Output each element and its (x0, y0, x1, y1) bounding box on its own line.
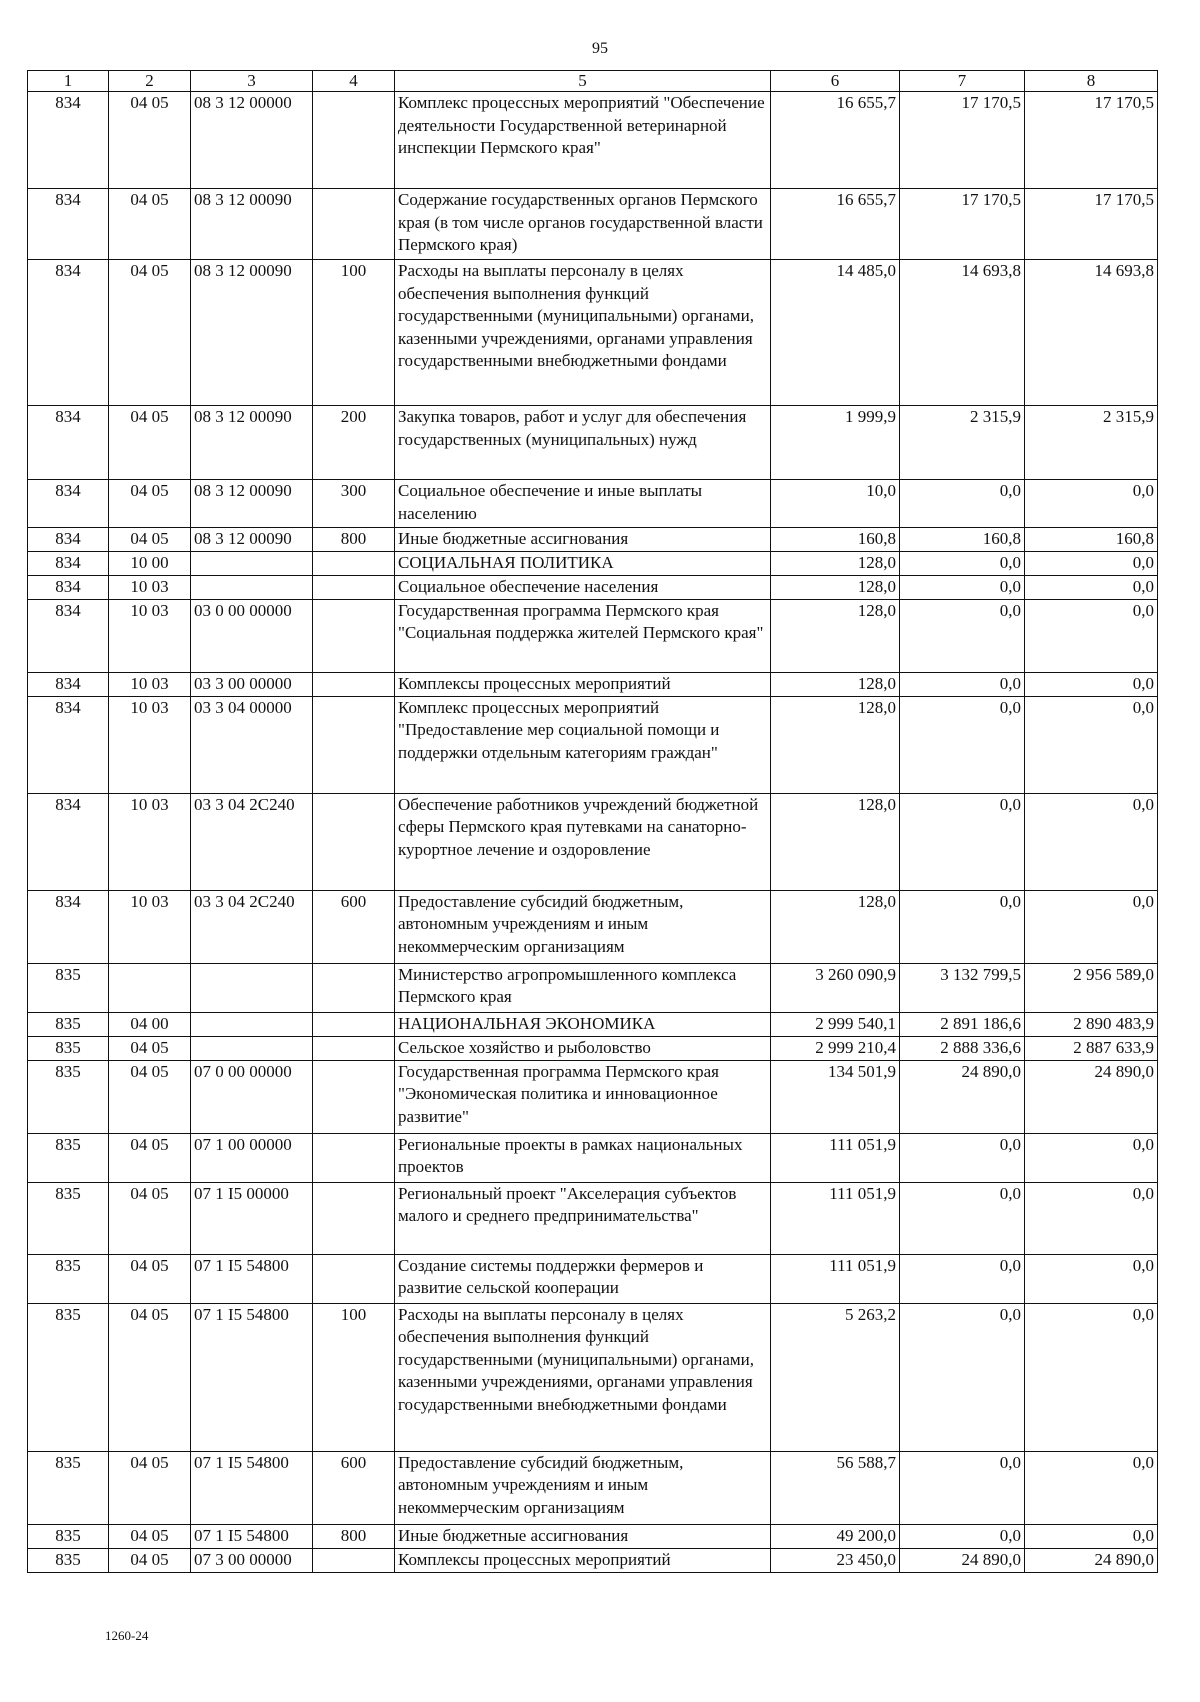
cell-expense-type (313, 1060, 395, 1133)
cell-section-code: 04 00 (109, 1012, 191, 1036)
cell-section-code: 10 00 (109, 551, 191, 575)
cell-section-code: 10 03 (109, 575, 191, 599)
cell-description: Содержание государственных органов Пермского края (в том числе органов государственной власти Пермского края) (395, 189, 771, 260)
column-header-5: 5 (395, 71, 771, 92)
cell-amount-7: 3 132 799,5 (900, 963, 1025, 1012)
cell-amount-7: 0,0 (900, 551, 1025, 575)
cell-amount-8: 14 693,8 (1025, 260, 1158, 406)
cell-target-code: 08 3 12 00000 (191, 92, 313, 189)
cell-section-code: 04 05 (109, 1036, 191, 1060)
cell-description: Сельское хозяйство и рыболовство (395, 1036, 771, 1060)
cell-section-code: 04 05 (109, 1254, 191, 1303)
cell-target-code: 03 0 00 00000 (191, 599, 313, 672)
cell-section-code: 04 05 (109, 1303, 191, 1451)
cell-description: Комплекс процессных мероприятий "Обеспечение деятельности Государственной ветеринарной инспекции Пермского края" (395, 92, 771, 189)
cell-amount-6: 3 260 090,9 (771, 963, 900, 1012)
cell-amount-8: 0,0 (1025, 1451, 1158, 1524)
cell-description: Предоставление субсидий бюджетным, автономным учреждениям и иным некоммерческим организациям (395, 1451, 771, 1524)
table-row (28, 1524, 1158, 1548)
cell-section-code: 04 05 (109, 1060, 191, 1133)
cell-section-code: 04 05 (109, 1182, 191, 1254)
cell-expense-type: 200 (313, 406, 395, 480)
cell-amount-6: 128,0 (771, 575, 900, 599)
table-row (28, 1548, 1158, 1572)
cell-description: СОЦИАЛЬНАЯ ПОЛИТИКА (395, 551, 771, 575)
cell-amount-8: 0,0 (1025, 890, 1158, 963)
cell-expense-type (313, 92, 395, 189)
cell-amount-7: 0,0 (900, 672, 1025, 696)
cell-admin-code: 835 (28, 1548, 109, 1572)
cell-description: Иные бюджетные ассигнования (395, 528, 771, 552)
cell-expense-type (313, 551, 395, 575)
cell-amount-8: 0,0 (1025, 1254, 1158, 1303)
cell-admin-code: 834 (28, 696, 109, 793)
cell-section-code: 04 05 (109, 528, 191, 552)
table-row (28, 1036, 1158, 1060)
cell-amount-7: 24 890,0 (900, 1060, 1025, 1133)
cell-amount-7: 2 891 186,6 (900, 1012, 1025, 1036)
cell-amount-6: 49 200,0 (771, 1524, 900, 1548)
table-row (28, 793, 1158, 890)
cell-admin-code: 834 (28, 260, 109, 406)
cell-amount-8: 2 890 483,9 (1025, 1012, 1158, 1036)
cell-expense-type (313, 672, 395, 696)
cell-amount-8: 2 315,9 (1025, 406, 1158, 480)
cell-amount-6: 2 999 540,1 (771, 1012, 900, 1036)
cell-amount-7: 0,0 (900, 793, 1025, 890)
cell-section-code: 04 05 (109, 92, 191, 189)
cell-section-code: 04 05 (109, 406, 191, 480)
cell-amount-8: 2 887 633,9 (1025, 1036, 1158, 1060)
cell-amount-6: 5 263,2 (771, 1303, 900, 1451)
cell-description: Комплекс процессных мероприятий "Предоставление мер социальной помощи и поддержки отдельным категориям граждан" (395, 696, 771, 793)
cell-admin-code: 834 (28, 406, 109, 480)
cell-amount-8: 2 956 589,0 (1025, 963, 1158, 1012)
cell-admin-code: 835 (28, 1182, 109, 1254)
cell-section-code: 04 05 (109, 1524, 191, 1548)
cell-admin-code: 835 (28, 1133, 109, 1182)
cell-admin-code: 835 (28, 1254, 109, 1303)
cell-description: Создание системы поддержки фермеров и развитие сельской кооперации (395, 1254, 771, 1303)
cell-amount-6: 128,0 (771, 696, 900, 793)
cell-target-code: 07 1 I5 54800 (191, 1303, 313, 1451)
cell-admin-code: 834 (28, 599, 109, 672)
cell-amount-7: 24 890,0 (900, 1548, 1025, 1572)
cell-section-code: 10 03 (109, 672, 191, 696)
cell-section-code: 10 03 (109, 793, 191, 890)
table-row (28, 963, 1158, 1012)
cell-admin-code: 834 (28, 480, 109, 528)
column-header-4: 4 (313, 71, 395, 92)
cell-admin-code: 834 (28, 551, 109, 575)
cell-amount-8: 160,8 (1025, 528, 1158, 552)
cell-target-code: 07 1 I5 00000 (191, 1182, 313, 1254)
cell-amount-7: 0,0 (900, 696, 1025, 793)
cell-section-code: 04 05 (109, 260, 191, 406)
cell-target-code: 07 1 00 00000 (191, 1133, 313, 1182)
cell-amount-6: 128,0 (771, 793, 900, 890)
cell-amount-7: 14 693,8 (900, 260, 1025, 406)
cell-amount-6: 56 588,7 (771, 1451, 900, 1524)
cell-amount-8: 17 170,5 (1025, 92, 1158, 189)
table-row (28, 696, 1158, 793)
cell-amount-8: 0,0 (1025, 1303, 1158, 1451)
table-row (28, 406, 1158, 480)
cell-amount-8: 0,0 (1025, 1133, 1158, 1182)
cell-expense-type (313, 1012, 395, 1036)
column-header-7: 7 (900, 71, 1025, 92)
page-number: 95 (592, 40, 608, 57)
cell-amount-6: 10,0 (771, 480, 900, 528)
cell-description: Закупка товаров, работ и услуг для обеспечения государственных (муниципальных) нужд (395, 406, 771, 480)
cell-amount-8: 24 890,0 (1025, 1060, 1158, 1133)
table-row (28, 599, 1158, 672)
cell-section-code: 10 03 (109, 890, 191, 963)
cell-admin-code: 834 (28, 528, 109, 552)
cell-target-code (191, 963, 313, 1012)
cell-target-code: 07 1 I5 54800 (191, 1524, 313, 1548)
cell-amount-8: 17 170,5 (1025, 189, 1158, 260)
cell-target-code: 08 3 12 00090 (191, 189, 313, 260)
cell-amount-7: 0,0 (900, 890, 1025, 963)
cell-admin-code: 834 (28, 92, 109, 189)
table-row (28, 189, 1158, 260)
cell-amount-7: 0,0 (900, 1524, 1025, 1548)
cell-description: Социальное обеспечение и иные выплаты населению (395, 480, 771, 528)
cell-description: Предоставление субсидий бюджетным, автономным учреждениям и иным некоммерческим организациям (395, 890, 771, 963)
cell-amount-7: 0,0 (900, 480, 1025, 528)
cell-amount-6: 134 501,9 (771, 1060, 900, 1133)
cell-expense-type (313, 963, 395, 1012)
cell-section-code: 04 05 (109, 1133, 191, 1182)
cell-target-code: 08 3 12 00090 (191, 260, 313, 406)
column-header-1: 1 (28, 71, 109, 92)
cell-expense-type (313, 189, 395, 260)
table-row (28, 92, 1158, 189)
cell-target-code: 03 3 04 2С240 (191, 793, 313, 890)
column-header-3: 3 (191, 71, 313, 92)
cell-expense-type: 600 (313, 1451, 395, 1524)
table-row (28, 890, 1158, 963)
cell-target-code: 08 3 12 00090 (191, 406, 313, 480)
cell-amount-6: 111 051,9 (771, 1133, 900, 1182)
cell-expense-type (313, 696, 395, 793)
cell-expense-type: 100 (313, 1303, 395, 1451)
cell-section-code: 04 05 (109, 480, 191, 528)
header-row (28, 71, 1158, 92)
cell-amount-6: 14 485,0 (771, 260, 900, 406)
cell-amount-6: 1 999,9 (771, 406, 900, 480)
cell-amount-8: 0,0 (1025, 1524, 1158, 1548)
cell-description: Министерство агропромышленного комплекса Пермского края (395, 963, 771, 1012)
cell-description: Государственная программа Пермского края "Экономическая политика и инновационное развитие" (395, 1060, 771, 1133)
cell-expense-type (313, 1182, 395, 1254)
cell-amount-8: 0,0 (1025, 1182, 1158, 1254)
cell-expense-type (313, 1036, 395, 1060)
cell-amount-7: 17 170,5 (900, 92, 1025, 189)
cell-target-code: 07 1 I5 54800 (191, 1254, 313, 1303)
cell-target-code: 03 3 04 00000 (191, 696, 313, 793)
cell-expense-type: 100 (313, 260, 395, 406)
cell-amount-7: 17 170,5 (900, 189, 1025, 260)
cell-amount-6: 160,8 (771, 528, 900, 552)
cell-target-code: 07 1 I5 54800 (191, 1451, 313, 1524)
cell-admin-code: 835 (28, 1060, 109, 1133)
cell-description: Социальное обеспечение населения (395, 575, 771, 599)
document-code: 1260-24 (105, 1628, 149, 1643)
cell-target-code (191, 551, 313, 575)
cell-section-code: 10 03 (109, 599, 191, 672)
table-row (28, 1182, 1158, 1254)
cell-section-code: 04 05 (109, 1451, 191, 1524)
column-header-2: 2 (109, 71, 191, 92)
cell-amount-8: 0,0 (1025, 696, 1158, 793)
table-row (28, 1060, 1158, 1133)
cell-amount-8: 0,0 (1025, 599, 1158, 672)
cell-target-code (191, 1036, 313, 1060)
table-row (28, 1133, 1158, 1182)
table-row (28, 528, 1158, 552)
table-row (28, 551, 1158, 575)
cell-amount-7: 2 888 336,6 (900, 1036, 1025, 1060)
cell-admin-code: 834 (28, 189, 109, 260)
cell-description: Комплексы процессных мероприятий (395, 1548, 771, 1572)
cell-admin-code: 834 (28, 890, 109, 963)
table-row (28, 1451, 1158, 1524)
cell-target-code: 07 0 00 00000 (191, 1060, 313, 1133)
cell-target-code (191, 1012, 313, 1036)
cell-amount-7: 0,0 (900, 1254, 1025, 1303)
table-row (28, 575, 1158, 599)
cell-amount-7: 0,0 (900, 1133, 1025, 1182)
cell-amount-6: 23 450,0 (771, 1548, 900, 1572)
cell-admin-code: 835 (28, 1303, 109, 1451)
cell-amount-6: 2 999 210,4 (771, 1036, 900, 1060)
cell-admin-code: 835 (28, 1012, 109, 1036)
table-row (28, 1012, 1158, 1036)
cell-amount-6: 16 655,7 (771, 92, 900, 189)
cell-expense-type (313, 1133, 395, 1182)
cell-amount-8: 24 890,0 (1025, 1548, 1158, 1572)
cell-section-code: 10 03 (109, 696, 191, 793)
cell-description: Региональные проекты в рамках национальных проектов (395, 1133, 771, 1182)
cell-amount-8: 0,0 (1025, 793, 1158, 890)
cell-admin-code: 835 (28, 1524, 109, 1548)
cell-section-code: 04 05 (109, 189, 191, 260)
cell-admin-code: 835 (28, 963, 109, 1012)
cell-admin-code: 835 (28, 1451, 109, 1524)
cell-amount-6: 128,0 (771, 551, 900, 575)
cell-amount-6: 111 051,9 (771, 1254, 900, 1303)
cell-expense-type (313, 793, 395, 890)
cell-target-code: 03 3 04 2С240 (191, 890, 313, 963)
cell-expense-type: 800 (313, 1524, 395, 1548)
table-row (28, 1303, 1158, 1451)
cell-target-code: 07 3 00 00000 (191, 1548, 313, 1572)
cell-admin-code: 835 (28, 1036, 109, 1060)
cell-amount-8: 0,0 (1025, 575, 1158, 599)
cell-description: Расходы на выплаты персоналу в целях обеспечения выполнения функций государственными (муниципальными) органами, казенными учреждениями, органами управления государственными внебюджетными фондами (395, 260, 771, 406)
cell-expense-type: 600 (313, 890, 395, 963)
cell-expense-type (313, 1548, 395, 1572)
cell-target-code: 08 3 12 00090 (191, 480, 313, 528)
cell-amount-7: 0,0 (900, 1451, 1025, 1524)
cell-amount-7: 0,0 (900, 1182, 1025, 1254)
cell-section-code (109, 963, 191, 1012)
table-row (28, 672, 1158, 696)
cell-amount-6: 111 051,9 (771, 1182, 900, 1254)
table-row (28, 260, 1158, 406)
cell-admin-code: 834 (28, 672, 109, 696)
cell-target-code (191, 575, 313, 599)
cell-target-code: 03 3 00 00000 (191, 672, 313, 696)
cell-description: НАЦИОНАЛЬНАЯ ЭКОНОМИКА (395, 1012, 771, 1036)
cell-section-code: 04 05 (109, 1548, 191, 1572)
cell-amount-8: 0,0 (1025, 480, 1158, 528)
cell-description: Иные бюджетные ассигнования (395, 1524, 771, 1548)
cell-amount-6: 16 655,7 (771, 189, 900, 260)
cell-expense-type (313, 599, 395, 672)
cell-amount-8: 0,0 (1025, 672, 1158, 696)
cell-description: Государственная программа Пермского края "Социальная поддержка жителей Пермского края" (395, 599, 771, 672)
cell-amount-6: 128,0 (771, 599, 900, 672)
cell-description: Обеспечение работников учреждений бюджетной сферы Пермского края путевками на санаторно-курортное лечение и оздоровление (395, 793, 771, 890)
cell-target-code: 08 3 12 00090 (191, 528, 313, 552)
cell-description: Региональный проект "Акселерация субъектов малого и среднего предпринимательства" (395, 1182, 771, 1254)
cell-expense-type (313, 575, 395, 599)
column-header-8: 8 (1025, 71, 1158, 92)
cell-expense-type (313, 1254, 395, 1303)
cell-amount-7: 160,8 (900, 528, 1025, 552)
table-row (28, 480, 1158, 528)
cell-amount-7: 0,0 (900, 575, 1025, 599)
table-row (28, 1254, 1158, 1303)
budget-table (27, 70, 1158, 1573)
cell-amount-7: 0,0 (900, 1303, 1025, 1451)
cell-amount-6: 128,0 (771, 672, 900, 696)
cell-expense-type: 800 (313, 528, 395, 552)
cell-admin-code: 834 (28, 793, 109, 890)
cell-amount-7: 0,0 (900, 599, 1025, 672)
cell-expense-type: 300 (313, 480, 395, 528)
column-header-6: 6 (771, 71, 900, 92)
cell-description: Расходы на выплаты персоналу в целях обеспечения выполнения функций государственными (муниципальными) органами, казенными учреждениями, органами управления государственными внебюджетными фондами (395, 1303, 771, 1451)
cell-admin-code: 834 (28, 575, 109, 599)
cell-amount-6: 128,0 (771, 890, 900, 963)
cell-amount-7: 2 315,9 (900, 406, 1025, 480)
cell-amount-8: 0,0 (1025, 551, 1158, 575)
cell-description: Комплексы процессных мероприятий (395, 672, 771, 696)
